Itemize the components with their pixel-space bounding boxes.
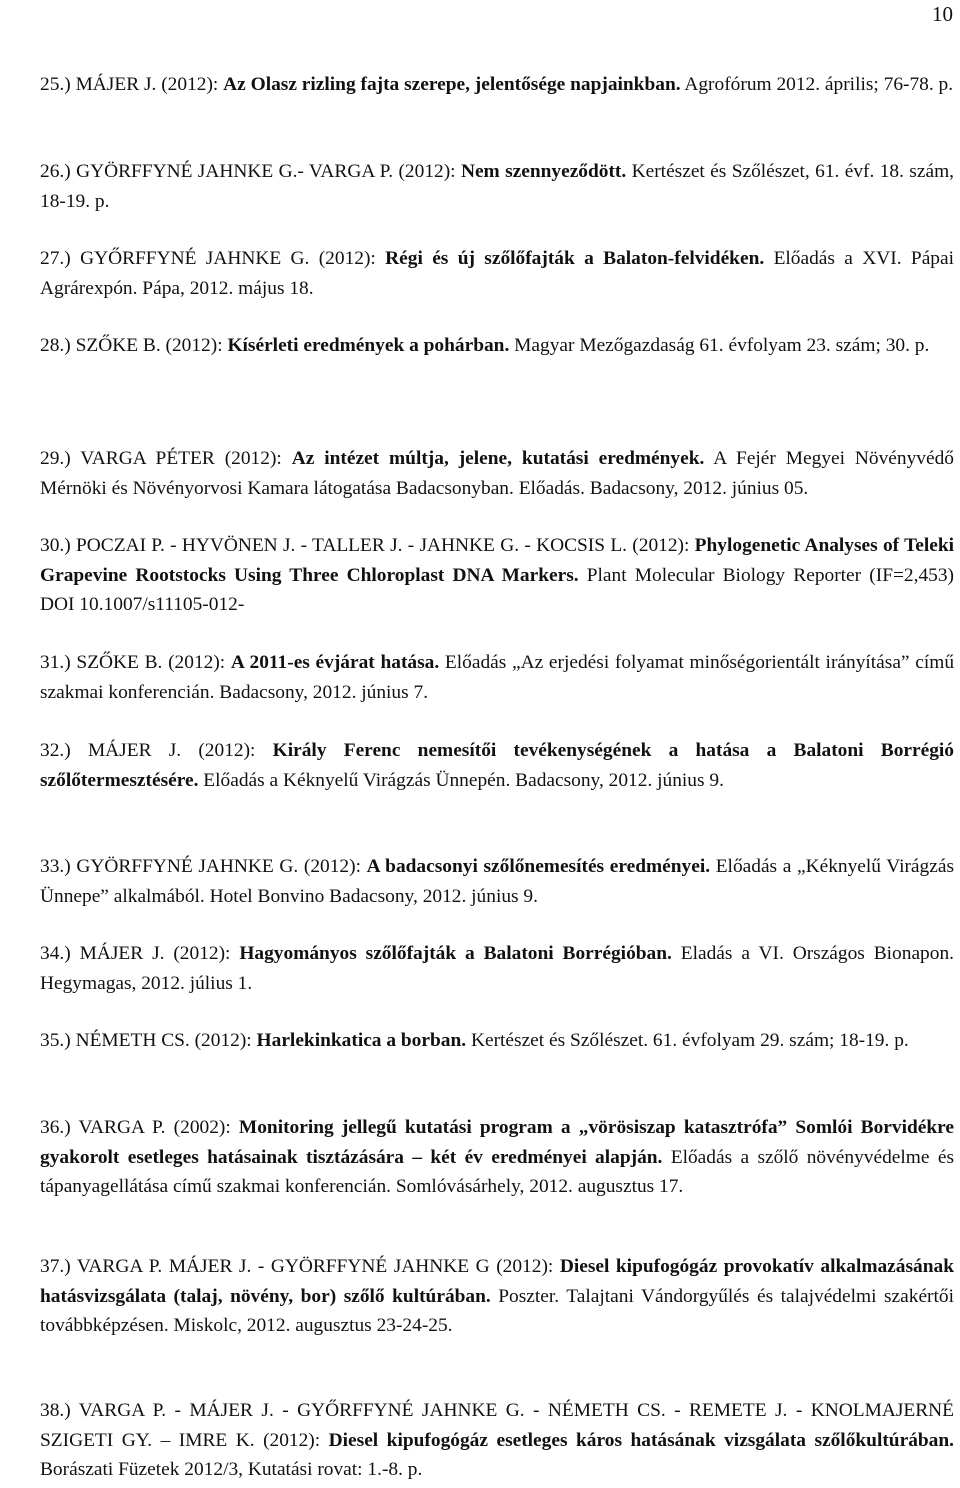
reference-source: Magyar Mezőgazdaság 61. évfolyam 23. szám; 30. p. xyxy=(509,335,930,356)
reference-number: 28.) xyxy=(40,335,71,356)
reference-number: 26.) xyxy=(40,161,71,182)
reference-title: Harlekinkatica a borban. xyxy=(256,1030,467,1051)
reference-title: Az Olasz rizling fajta szerepe, jelentősége napjainkban. xyxy=(223,74,681,95)
reference-authors: VARGA PÉTER (2012): xyxy=(80,448,292,469)
reference-item xyxy=(40,157,954,216)
reference-item xyxy=(40,331,954,361)
reference-authors: GYÖRFFYNÉ JAHNKE G.- VARGA P. (2012): xyxy=(76,161,461,182)
reference-title: Király Ferenc nemesítői tevékenységének a hatása a Balatoni Borrégió szőlőtermesztésére. xyxy=(40,740,954,791)
reference-source: Agrofórum 2012. április; 76-78. p. xyxy=(680,74,954,95)
reference-number: 34.) xyxy=(40,943,71,964)
reference-item xyxy=(40,244,954,303)
reference-title: Kísérleti eredmények a pohárban. xyxy=(227,335,510,356)
reference-source: Plant Molecular Biology Reporter (IF=2,453) DOI 10.1007/s11105-012- xyxy=(40,564,954,615)
reference-item xyxy=(40,852,954,911)
reference-number: 30.) xyxy=(40,535,71,556)
reference-authors: POCZAI P. - HYVÖNEN J. - TALLER J. - JAHNKE G. - KOCSIS L. (2012): xyxy=(76,535,695,556)
reference-item xyxy=(40,70,954,100)
reference-source: Kertészet és Szőlészet, 61. évf. 18. szám, 18-19. p. xyxy=(40,161,954,212)
reference-number: 27.) xyxy=(40,248,71,269)
reference-title: Régi és új szőlőfajták a Balaton-felvidéken. xyxy=(385,248,765,269)
reference-item xyxy=(40,939,954,998)
reference-source: Előadás a szőlő növényvédelme és tápanyagellátása című szakmai konferencián. Somlóvásárhely, 2012. augusztus 17. xyxy=(40,1146,954,1197)
page-number: 10 xyxy=(932,2,953,26)
reference-item xyxy=(40,1252,954,1341)
reference-title: A badacsonyi szőlőnemesítés eredményei. xyxy=(366,856,711,877)
reference-item xyxy=(40,648,954,707)
reference-title: Phylogenetic Analyses of Teleki Grapevine Rootstocks Using Three Chloroplast DNA Markers. xyxy=(40,535,954,586)
reference-authors: SZŐKE B. (2012): xyxy=(76,652,231,673)
reference-authors: VARGA P. MÁJER J. - GYÖRFFYNÉ JAHNKE G (2012): xyxy=(76,1256,560,1277)
reference-number: 25.) xyxy=(40,74,71,95)
reference-source: Eladás a VI. Országos Bionapon. Hegymagas, 2012. július 1. xyxy=(40,943,954,994)
reference-item xyxy=(40,444,954,503)
reference-source: A Fejér Megyei Növényvédő Mérnöki és Növényorvosi Kamara látogatása Badacsonyban. Előadás. Badacsony, 2012. június 05. xyxy=(40,448,954,499)
reference-number: 33.) xyxy=(40,856,71,877)
reference-authors: SZŐKE B. (2012): xyxy=(75,335,228,356)
reference-number: 29.) xyxy=(40,448,71,469)
reference-source: Előadás a Kéknyelű Virágzás Ünnepén. Badacsony, 2012. június 9. xyxy=(198,769,724,791)
reference-item xyxy=(40,736,954,795)
reference-authors: MÁJER J. (2012): xyxy=(75,74,224,95)
reference-authors: VARGA P. (2002): xyxy=(78,1117,239,1138)
reference-title: Hagyományos szőlőfajták a Balatoni Borrégióban. xyxy=(239,943,672,964)
reference-number: 37.) xyxy=(40,1256,71,1277)
reference-authors: GYÖRFFYNÉ JAHNKE G. (2012): xyxy=(76,856,367,877)
reference-authors: NÉMETH CS. (2012): xyxy=(75,1030,257,1051)
reference-source: Poszter. Talajtani Vándorgyűlés és talajvédelmi szakértői továbbképzésen. Miskolc, 2012. augusztus 23-24-25. xyxy=(40,1285,954,1336)
reference-number: 36.) xyxy=(40,1117,71,1138)
reference-authors: MÁJER J. (2012): xyxy=(79,943,240,964)
reference-title: A 2011-es évjárat hatása. xyxy=(230,652,440,673)
reference-source: Borászati Füzetek 2012/3, Kutatási rovat: 1.-8. p. xyxy=(40,1459,423,1480)
reference-item xyxy=(40,531,954,620)
reference-authors: GYŐRFFYNÉ JAHNKE G. (2012): xyxy=(80,248,386,269)
reference-number: 38.) xyxy=(40,1400,71,1421)
reference-source: Előadás a XVI. Pápai Agrárexpón. Pápa, 2012. május 18. xyxy=(40,248,954,299)
reference-source: Előadás „Az erjedési folyamat minőségorientált irányítása” című szakmai konferencián. Badacsony, 2012. június 7. xyxy=(40,652,955,703)
reference-title: Diesel kipufogógáz provokatív alkalmazásának hatásvizsgálata (talaj, növény, bor) szőlő kultúrában. xyxy=(40,1256,954,1307)
reference-title: Diesel kipufogógáz esetleges káros hatásának vizsgálata szőlőkultúrában. xyxy=(328,1429,954,1451)
reference-number: 35.) xyxy=(40,1030,71,1051)
reference-source: Kertészet és Szőlészet. 61. évfolyam 29. szám; 18-19. p. xyxy=(466,1030,909,1051)
reference-number: 32.) xyxy=(40,740,71,761)
reference-authors: VARGA P. - MÁJER J. - GYŐRFFYNÉ JAHNKE G. - NÉMETH CS. - REMETE J. - KNOLMAJERNÉ SZIGETI GY. – IMRE K. (2012): xyxy=(40,1400,955,1451)
reference-item xyxy=(40,1113,954,1202)
reference-item xyxy=(40,1026,954,1056)
reference-title: Az intézet múltja, jelene, kutatási eredmények. xyxy=(291,448,705,469)
reference-source: Előadás a „Kéknyelű Virágzás Ünnepe” alkalmából. Hotel Bonvino Badacsony, 2012. június 9. xyxy=(40,856,954,907)
reference-title: Monitoring jellegű kutatási program a „vörösiszap katasztrófa” Somlói Borvidékre gyakorolt esetleges hatásainak tisztázására – két év eredményei alapján. xyxy=(40,1117,955,1168)
reference-authors: MÁJER J. (2012): xyxy=(87,740,273,761)
reference-number: 31.) xyxy=(40,652,71,673)
reference-item xyxy=(40,1396,954,1485)
reference-title: Nem szennyeződött. xyxy=(460,161,627,182)
